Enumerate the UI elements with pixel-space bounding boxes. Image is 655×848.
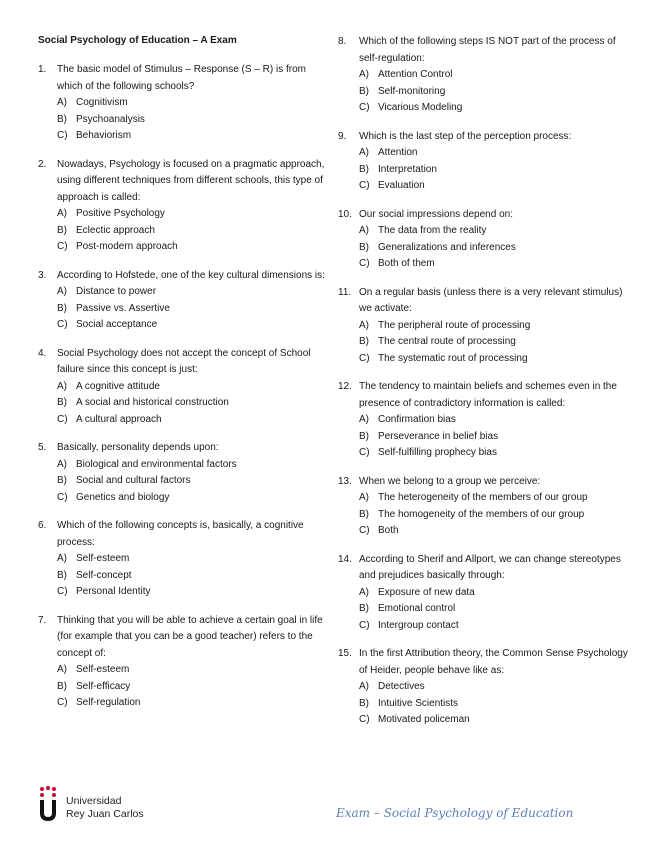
question-stem bbox=[338, 646, 630, 679]
question-item bbox=[38, 346, 328, 429]
answer-option bbox=[38, 412, 328, 429]
urjc-logo-icon bbox=[38, 786, 58, 822]
question-stem bbox=[38, 157, 328, 207]
questions-right bbox=[338, 34, 630, 729]
question-text: Which is the last step of the perception process: bbox=[359, 130, 572, 142]
answer-option bbox=[338, 490, 630, 507]
answer-option bbox=[38, 317, 328, 334]
option-letter: A) bbox=[359, 492, 369, 503]
option-letter: B) bbox=[359, 697, 369, 709]
option-letter: C) bbox=[359, 352, 370, 364]
option-text: Passive vs. Assertive bbox=[76, 302, 170, 314]
question-item bbox=[38, 440, 328, 506]
question-stem bbox=[38, 62, 328, 95]
answer-option bbox=[338, 618, 630, 635]
option-letter: C) bbox=[359, 525, 370, 536]
option-letter: C) bbox=[57, 130, 68, 141]
option-letter: A) bbox=[359, 69, 369, 80]
question-text: Nowadays, Psychology is focused on a pragmatic approach, using different techniques from different schools, this type of approach is called: bbox=[57, 158, 325, 203]
option-letter: A) bbox=[359, 681, 369, 692]
question-text: Thinking that you will be able to achieve a certain goal in life (for example that you can be a good teacher) refers to the concept of: bbox=[57, 614, 323, 659]
answer-option bbox=[38, 551, 328, 568]
answer-option bbox=[338, 162, 630, 179]
option-text: The peripheral route of processing bbox=[378, 319, 531, 331]
option-letter: B) bbox=[57, 475, 67, 486]
option-letter: A) bbox=[359, 414, 369, 425]
option-text: The systematic rout of processing bbox=[378, 352, 528, 364]
option-letter: C) bbox=[359, 619, 370, 631]
question-text: In the first Attribution theory, the Common Sense Psychology of Heider, people behave like as: bbox=[359, 648, 628, 676]
answer-option bbox=[38, 112, 328, 129]
answer-option bbox=[38, 239, 328, 256]
option-letter: B) bbox=[359, 85, 369, 97]
question-text: Our social impressions depend on: bbox=[359, 208, 513, 220]
question-number: 7. bbox=[38, 614, 47, 626]
option-letter: B) bbox=[359, 241, 369, 253]
answer-option bbox=[38, 379, 328, 396]
option-letter: C) bbox=[359, 714, 370, 725]
option-text: Positive Psychology bbox=[76, 208, 165, 219]
question-item bbox=[338, 646, 630, 729]
question-item bbox=[338, 34, 630, 117]
answer-option bbox=[38, 584, 328, 601]
option-text: The central route of processing bbox=[378, 336, 516, 347]
answer-option bbox=[38, 568, 328, 585]
option-text: Biological and environmental factors bbox=[76, 458, 237, 470]
option-letter: C) bbox=[57, 697, 68, 708]
question-number: 15. bbox=[338, 648, 352, 659]
question-number: 14. bbox=[338, 553, 352, 565]
option-text: Confirmation bias bbox=[378, 414, 456, 425]
option-letter: C) bbox=[57, 413, 68, 425]
option-text: Self-fulfilling prophecy bias bbox=[378, 447, 497, 458]
exam-title: Social Psychology of Education – A Exam bbox=[38, 35, 237, 46]
answer-option bbox=[338, 67, 630, 84]
option-letter: B) bbox=[57, 302, 67, 314]
answer-option bbox=[338, 601, 630, 618]
question-number: 11. bbox=[338, 286, 352, 298]
question-number: 6. bbox=[38, 520, 47, 531]
question-text: Which of the following steps IS NOT part of the process of self-regulation: bbox=[359, 36, 616, 64]
answer-option bbox=[338, 178, 630, 195]
answer-option bbox=[338, 523, 630, 540]
answer-option bbox=[38, 490, 328, 507]
question-stem bbox=[38, 346, 328, 379]
question-item bbox=[338, 285, 630, 368]
option-letter: B) bbox=[57, 397, 67, 408]
university-logo bbox=[38, 786, 158, 826]
option-text: The data from the reality bbox=[378, 225, 487, 236]
answer-option bbox=[338, 334, 630, 351]
question-text: Which of the following concepts is, basically, a cognitive process: bbox=[57, 520, 304, 548]
answer-option bbox=[338, 84, 630, 101]
right-column bbox=[338, 34, 630, 741]
answer-option bbox=[38, 695, 328, 712]
option-text: The heterogeneity of the members of our group bbox=[378, 492, 588, 503]
option-letter: A) bbox=[57, 208, 67, 219]
question-item bbox=[338, 207, 630, 273]
answer-option bbox=[338, 223, 630, 240]
logo-line-2: Rey Juan Carlos bbox=[66, 808, 144, 820]
question-number: 3. bbox=[38, 269, 47, 281]
answer-option bbox=[38, 679, 328, 696]
question-text: According to Sherif and Allport, we can change stereotypes and prejudices basically through: bbox=[359, 553, 621, 581]
left-column bbox=[38, 34, 328, 724]
answer-option bbox=[338, 507, 630, 524]
option-text: Intergroup contact bbox=[378, 619, 459, 631]
question-item bbox=[38, 613, 328, 712]
question-number: 1. bbox=[38, 64, 47, 75]
question-number: 13. bbox=[338, 475, 352, 487]
question-item bbox=[338, 129, 630, 195]
answer-option bbox=[38, 457, 328, 474]
option-text: Cognitivism bbox=[76, 97, 128, 108]
option-letter: A) bbox=[57, 380, 67, 392]
answer-option bbox=[338, 145, 630, 162]
answer-option bbox=[38, 284, 328, 301]
question-item bbox=[38, 62, 328, 145]
option-text: Behaviorism bbox=[76, 130, 132, 141]
option-letter: B) bbox=[359, 508, 369, 520]
option-text: Eclectic approach bbox=[76, 224, 155, 236]
question-number: 10. bbox=[338, 208, 352, 220]
logo-text bbox=[66, 795, 144, 821]
option-text: A social and historical construction bbox=[76, 397, 229, 408]
answer-option bbox=[338, 412, 630, 429]
answer-option bbox=[338, 240, 630, 257]
option-letter: C) bbox=[359, 447, 370, 458]
option-text: Genetics and biology bbox=[76, 491, 170, 503]
option-text: Attention bbox=[378, 147, 418, 158]
question-number: 2. bbox=[38, 158, 47, 170]
option-letter: B) bbox=[359, 430, 369, 442]
question-number: 5. bbox=[38, 442, 47, 453]
question-stem bbox=[38, 268, 328, 285]
option-letter: C) bbox=[57, 241, 68, 252]
option-letter: A) bbox=[359, 319, 369, 331]
answer-option bbox=[338, 712, 630, 729]
question-stem bbox=[338, 207, 630, 224]
option-letter: C) bbox=[359, 180, 370, 191]
option-text: Social acceptance bbox=[76, 319, 158, 330]
question-stem bbox=[338, 379, 630, 412]
question-number: 8. bbox=[338, 36, 347, 47]
option-text: Self-efficacy bbox=[76, 680, 131, 692]
option-text: Vicarious Modeling bbox=[378, 102, 463, 113]
option-letter: C) bbox=[359, 102, 370, 113]
answer-option bbox=[38, 662, 328, 679]
option-letter: A) bbox=[57, 97, 67, 108]
option-letter: C) bbox=[57, 491, 68, 503]
question-item bbox=[38, 157, 328, 256]
option-text: Self-monitoring bbox=[378, 85, 446, 97]
answer-option bbox=[38, 473, 328, 490]
option-text: Post-modern approach bbox=[76, 241, 178, 252]
question-item bbox=[338, 552, 630, 635]
option-text: Both bbox=[378, 525, 399, 536]
question-stem bbox=[338, 552, 630, 585]
answer-option bbox=[338, 351, 630, 368]
question-text: According to Hofstede, one of the key cultural dimensions is: bbox=[57, 269, 325, 281]
answer-option bbox=[38, 223, 328, 240]
option-letter: B) bbox=[57, 569, 67, 581]
option-text: A cultural approach bbox=[76, 413, 162, 425]
option-text: Self-esteem bbox=[76, 664, 130, 675]
option-text: Interpretation bbox=[378, 163, 437, 175]
question-number: 9. bbox=[338, 130, 347, 142]
option-text: Self-esteem bbox=[76, 553, 130, 564]
option-text: Exposure of new data bbox=[378, 586, 475, 598]
option-text: Self-regulation bbox=[76, 697, 141, 708]
option-text: Distance to power bbox=[76, 286, 157, 297]
question-text: The basic model of Stimulus – Response (S – R) is from which of the following schools? bbox=[57, 64, 306, 92]
question-text: The tendency to maintain beliefs and schemes even in the presence of contradictory information is called: bbox=[359, 381, 617, 409]
option-letter: C) bbox=[57, 319, 68, 330]
option-text: Psychoanalysis bbox=[76, 113, 145, 125]
option-letter: B) bbox=[359, 163, 369, 175]
question-stem bbox=[338, 129, 630, 146]
question-stem bbox=[338, 474, 630, 491]
question-stem bbox=[338, 34, 630, 67]
question-number: 12. bbox=[338, 381, 352, 392]
option-text: Motivated policeman bbox=[378, 714, 470, 725]
option-letter: A) bbox=[57, 458, 67, 470]
answer-option bbox=[338, 696, 630, 713]
option-letter: A) bbox=[57, 664, 67, 675]
answer-option bbox=[38, 395, 328, 412]
question-stem bbox=[38, 518, 328, 551]
option-letter: A) bbox=[57, 286, 67, 297]
answer-option bbox=[338, 585, 630, 602]
option-text: Personal Identity bbox=[76, 586, 151, 597]
question-text: Social Psychology does not accept the concept of School failure since this concept is just: bbox=[57, 347, 311, 375]
question-item bbox=[38, 518, 328, 601]
option-text: Social and cultural factors bbox=[76, 475, 191, 486]
option-letter: A) bbox=[359, 586, 369, 598]
question-item bbox=[338, 379, 630, 462]
option-letter: B) bbox=[359, 336, 369, 347]
option-text: The homogeneity of the members of our group bbox=[378, 508, 585, 520]
answer-option bbox=[338, 445, 630, 462]
answer-option bbox=[38, 206, 328, 223]
answer-option bbox=[338, 429, 630, 446]
option-text: Both of them bbox=[378, 258, 435, 269]
option-letter: B) bbox=[57, 113, 67, 125]
option-letter: C) bbox=[359, 258, 370, 269]
question-number: 4. bbox=[38, 347, 47, 359]
option-letter: B) bbox=[57, 224, 67, 236]
question-text: When we belong to a group we perceive: bbox=[359, 475, 541, 487]
option-text: Evaluation bbox=[378, 180, 425, 191]
option-letter: C) bbox=[57, 586, 68, 597]
question-stem bbox=[38, 440, 328, 457]
answer-option bbox=[338, 679, 630, 696]
option-letter: B) bbox=[57, 680, 67, 692]
option-text: Attention Control bbox=[378, 69, 453, 80]
answer-option bbox=[38, 95, 328, 112]
question-item bbox=[338, 474, 630, 540]
logo-line-1: Universidad bbox=[66, 795, 122, 807]
option-text: Perseverance in belief bias bbox=[378, 430, 499, 442]
question-stem bbox=[338, 285, 630, 318]
answer-option bbox=[338, 318, 630, 335]
option-text: Generalizations and inferences bbox=[378, 241, 516, 253]
answer-option bbox=[38, 301, 328, 318]
option-text: Self-concept bbox=[76, 569, 132, 581]
answer-option bbox=[38, 128, 328, 145]
footer-caption: Exam – Social Psychology of Education bbox=[336, 806, 574, 820]
option-letter: B) bbox=[359, 603, 369, 614]
question-text: Basically, personality depends upon: bbox=[57, 442, 219, 453]
question-text: On a regular basis (unless there is a very relevant stimulus) we activate: bbox=[359, 286, 623, 314]
option-letter: A) bbox=[57, 553, 67, 564]
answer-option bbox=[338, 100, 630, 117]
option-letter: A) bbox=[359, 147, 369, 158]
option-text: Detectives bbox=[378, 681, 425, 692]
answer-option bbox=[338, 256, 630, 273]
option-text: Emotional control bbox=[378, 603, 456, 614]
question-stem bbox=[38, 613, 328, 663]
option-text: Intuitive Scientists bbox=[378, 697, 459, 709]
option-text: A cognitive attitude bbox=[76, 380, 160, 392]
questions-left bbox=[38, 62, 328, 712]
option-letter: A) bbox=[359, 225, 369, 236]
question-item bbox=[38, 268, 328, 334]
